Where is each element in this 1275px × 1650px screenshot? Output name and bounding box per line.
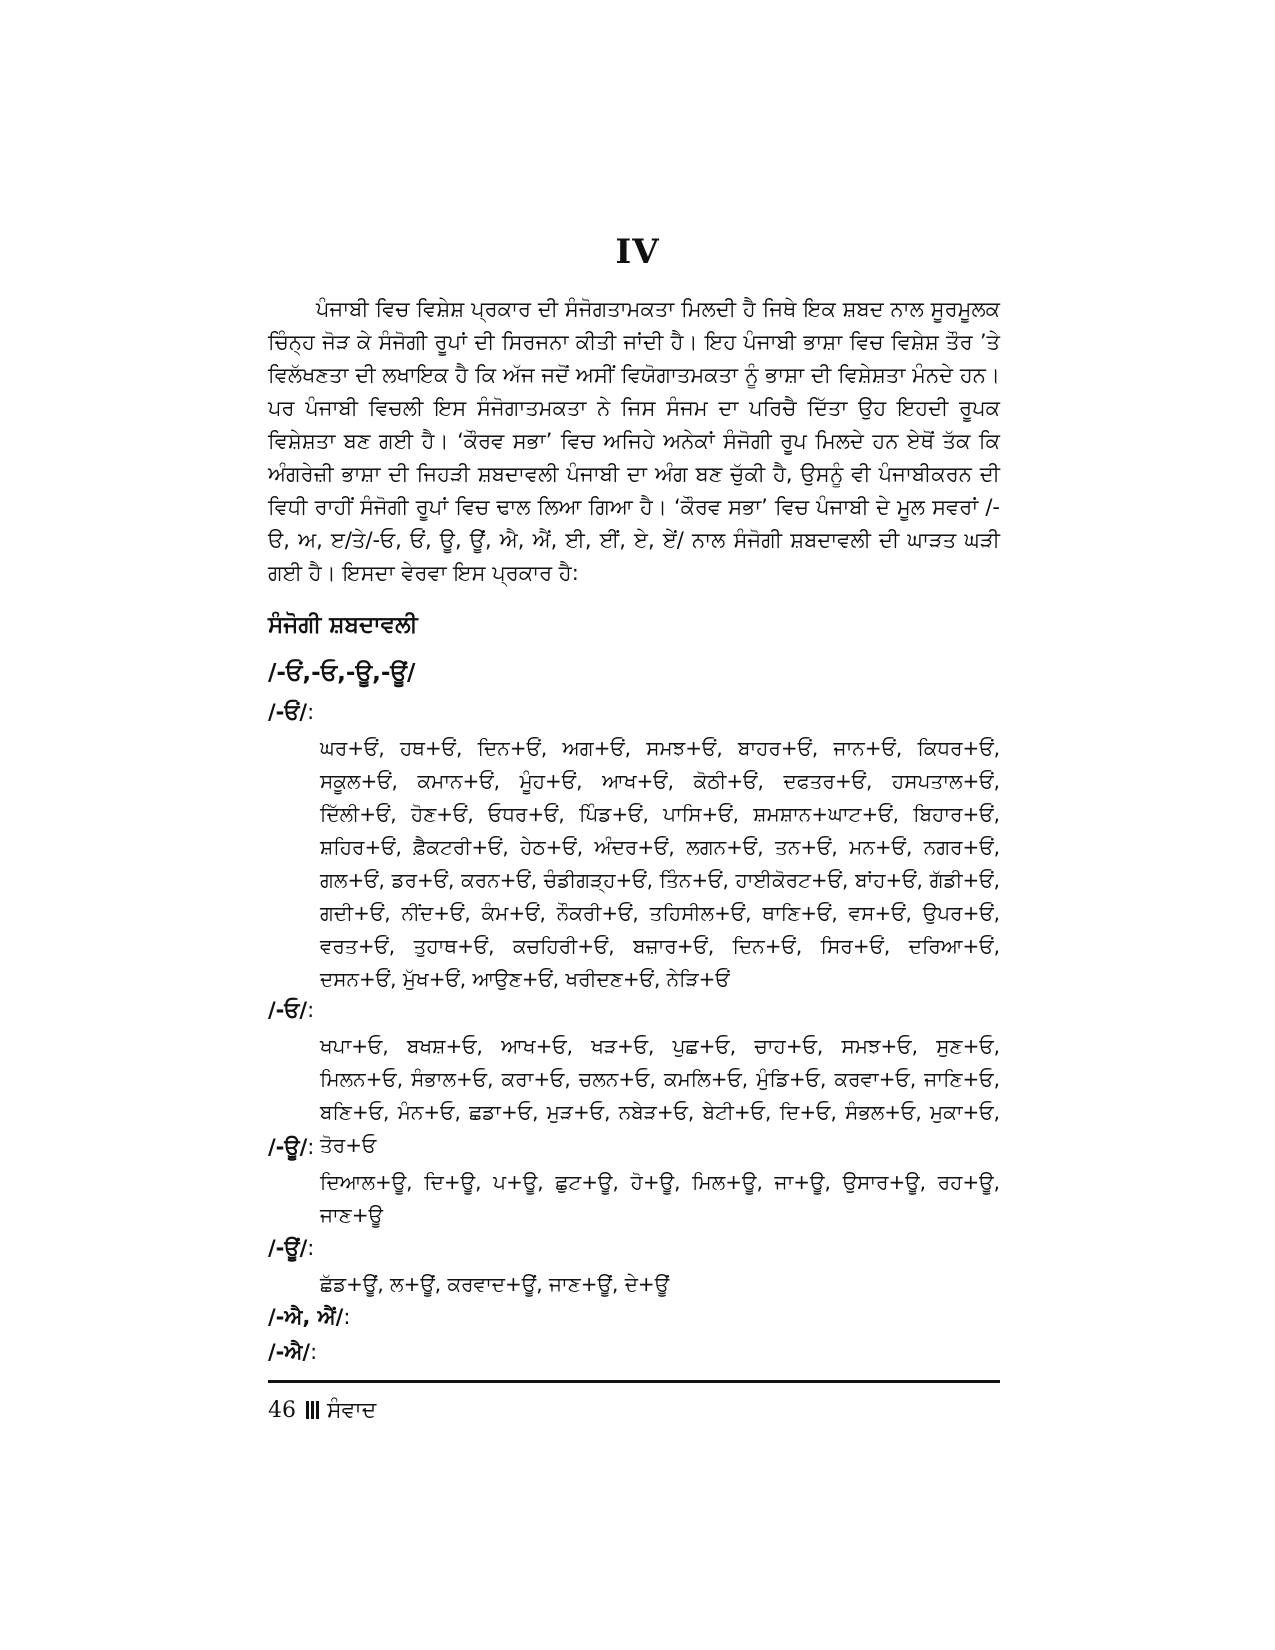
- subgroup-label-text: /-ਊਂ/: [268, 1236, 308, 1260]
- subgroup-label-on: [268, 700, 314, 725]
- triple-bar-ornament-icon: [306, 1400, 321, 1425]
- subgroup-label-text: /-ਊ/: [268, 1135, 308, 1159]
- page-number: 46: [268, 1398, 296, 1423]
- subgroup-label-text: /-ਐ, ਐਂ/: [268, 1305, 344, 1329]
- subgroup-colon: :: [307, 1135, 315, 1159]
- subgroup-label-text: /-ਓ/: [268, 998, 308, 1022]
- word-list-un: ਛੱਡ+ਊਂ, ਲ+ਊਂ, ਕਰਵਾਦ+ਊਂ, ਜਾਣ+ਊਂ, ਦੇ+ਊਂ: [320, 1272, 670, 1296]
- word-list-on: ਘਰ+ਓਂ, ਹਥ+ਓਂ, ਦਿਨ+ਓਂ, ਅਗ+ਓਂ, ਸਮਝ+ਓਂ, ਬਾਹਰ+ਓਂ, ਜਾਨ+ਓਂ, ਕਿਧਰ+ਓਂ, ਸਕੂਲ+ਓਂ, ਕਮਾਨ+ਓਂ, ਮੂੰਹ+ਓਂ, ਆਖ+ਓਂ, ਕੋਠੀ+ਓਂ, ਦਫਤਰ+ਓਂ, ਹਸਪਤਾਲ+ਓਂ, ਦਿੱਲੀ+ਓਂ, ਹੋਣ+ਓਂ, ਓਧਰ+ਓਂ, ਪਿੰਡ+ਓਂ, ਪਾਸਿ+ਓਂ, ਸ਼ਮਸ਼ਾਨ+ਘਾਟ+ਓਂ, ਬਿਹਾਰ+ਓਂ, ਸ਼ਹਿਰ+ਓਂ, ਫ਼ੈਕਟਰੀ+ਓਂ, ਹੇਠ+ਓਂ, ਅੰਦਰ+ਓਂ, ਲਗਨ+ਓਂ, ਤਨ+ਓਂ, ਮਨ+ਓਂ, ਨਗਰ+ਓਂ, ਗਲ+ਓਂ, ਡਰ+ਓਂ, ਕਰਨ+ਓਂ, ਚੰਡੀਗੜ੍ਹ+ਓਂ, ਤਿੰਨ+ਓਂ, ਹਾਈਕੋਰਟ+ਓਂ, ਬਾਂਹ+ਓਂ, ਗੱਡੀ+ਓਂ, ਗਦੀ+ਓਂ, ਨੀਂਦ+ਓਂ, ਕੰਮ+ਓਂ, ਨੌਕਰੀ+ਓਂ, ਤਹਿਸੀਲ+ਓਂ, ਥਾਣਿ+ਓਂ, ਵਸ+ਓਂ, ਉਪਰ+ਓਂ, ਵਰਤ+ਓਂ, ਤੁਹਾਥ+ਓਂ, ਕਚਹਿਰੀ+ਓਂ, ਬਜ਼ਾਰ+ਓਂ, ਦਿਨ+ਓਂ, ਸਿਰ+ਓਂ, ਦਰਿਆ+ਓਂ, ਦਸਨ+ਓਂ, ਮੁੱਖ+ਓਂ, ਆਉਣ+ਓਂ, ਖਰੀਦਣ+ਓਂ, ਨੇੜਿ+ਓਂ: [320, 736, 1000, 991]
- section-heading: ਸੰਜੋਗੀ ਸ਼ਬਦਾਵਲੀ: [268, 612, 418, 638]
- subgroup-colon: :: [307, 998, 315, 1022]
- subgroup-label-ai: [268, 1340, 317, 1365]
- word-list-o: ਖਪਾ+ਓ, ਬਖਸ਼+ਓ, ਆਖ+ਓ, ਖੜ+ਓ, ਪੁਛ+ਓ, ਚਾਹ+ਓ, ਸਮਝ+ਓ, ਸੁਣ+ਓ, ਮਿਲਨ+ਓ, ਸੰਭਾਲ+ਓ, ਕਰਾ+ਓ, ਚਲਨ+ਓ, ਕਮਲਿ+ਓ, ਮੁੰਡਿ+ਓ, ਕਰਵਾ+ਓ, ਜਾਣਿ+ਓ, ਬਣਿ+ਓ, ਮੰਨ+ਓ, ਛਡਾ+ਓ, ਮੁੜ+ਓ, ਨਬੇੜ+ਓ, ਬੇਟੀ+ਓ, ਦਿ+ਓ, ਸੰਭਲ+ਓ, ਮੁਕਾ+ਓ, ਤੋਰ+ਓ: [320, 1034, 1000, 1157]
- subgroup-label-un: [268, 1236, 314, 1261]
- subgroup-label-o: [268, 998, 314, 1023]
- subgroup-colon: :: [310, 1340, 318, 1364]
- footer-rule: [268, 1380, 1000, 1383]
- word-list-u: ਦਿਆਲ+ਊ, ਦਿ+ਊ, ਪ+ਊ, ਛੁਟ+ਊ, ਹੋ+ਊ, ਮਿਲ+ਊ, ਜਾ+ਊ, ਉਸਾਰ+ਊ, ਰਹ+ਊ, ਜਾਣ+ਊ: [320, 1170, 1000, 1227]
- subgroup-label-ai-ain: [268, 1305, 350, 1330]
- subgroup-label-u: [268, 1135, 314, 1160]
- chapter-numeral: IV: [615, 232, 660, 272]
- subgroup-label-text: /-ਐ/: [268, 1340, 311, 1364]
- journal-name: ਸੰਵਾਦ: [327, 1398, 377, 1423]
- subgroup-colon: :: [307, 700, 315, 724]
- intro-paragraph: ਪੰਜਾਬੀ ਵਿਚ ਵਿਸ਼ੇਸ਼ ਪ੍ਰਕਾਰ ਦੀ ਸੰਜੋਗਤਾਮਕਤਾ ਮਿਲਦੀ ਹੈ ਜਿਥੇ ਇਕ ਸ਼ਬਦ ਨਾਲ ਸੂਰਮੂਲਕ ਚਿੰਨ੍ਹ ਜੋੜ ਕੇ ਸੰਜੋਗੀ ਰੂਪਾਂ ਦੀ ਸਿਰਜਨਾ ਕੀਤੀ ਜਾਂਦੀ ਹੈ। ਇਹ ਪੰਜਾਬੀ ਭਾਸ਼ਾ ਵਿਚ ਵਿਸ਼ੇਸ਼ ਤੌਰ ’ਤੇ ਵਿਲੱਖਣਤਾ ਦੀ ਲਖਾਇਕ ਹੈ ਕਿ ਅੱਜ ਜਦੋਂ ਅਸੀਂ ਵਿਯੋਗਾਤਮਕਤਾ ਨੂੰ ਭਾਸ਼ਾ ਦੀ ਵਿਸ਼ੇਸ਼ਤਾ ਮੰਨਦੇ ਹਨ। ਪਰ ਪੰਜਾਬੀ ਵਿਚਲੀ ਇਸ ਸੰਜੋਗਾਤਮਕਤਾ ਨੇ ਜਿਸ ਸੰਜਮ ਦਾ ਪਰਿਚੈ ਦਿੱਤਾ ਉਹ ਇਹਦੀ ਰੂਪਕ ਵਿਸ਼ੇਸ਼ਤਾ ਬਣ ਗਈ ਹੈ। ‘ਕੌਰਵ ਸਭਾ’ ਵਿਚ ਅਜਿਹੇ ਅਨੇਕਾਂ ਸੰਜੋਗੀ ਰੂਪ ਮਿਲਦੇ ਹਨ ਏਥੋਂ ਤੱਕ ਕਿ ਅੰਗਰੇਜ਼ੀ ਭਾਸ਼ਾ ਦੀ ਜਿਹੜੀ ਸ਼ਬਦਾਵਲੀ ਪੰਜਾਬੀ ਦਾ ਅੰਗ ਬਣ ਚੁੱਕੀ ਹੈ, ਉਸਨੂੰ ਵੀ ਪੰਜਾਬੀਕਰਨ ਦੀ ਵਿਧੀ ਰਾਹੀਂ ਸੰਜੋਗੀ ਰੂਪਾਂ ਵਿਚ ਢਾਲ ਲਿਆ ਗਿਆ ਹੈ। ‘ਕੌਰਵ ਸਭਾ’ ਵਿਚ ਪੰਜਾਬੀ ਦੇ ਮੂਲ ਸਵਰਾਂ /-ੳ, ਅ, ੲ/ਤੇ/-ਓ, ਓਂ, ਊ, ਊਂ, ਐ, ਐਂ, ਈ, ਈਂ, ਏ, ਏਂ/ ਨਾਲ ਸੰਜੋਗੀ ਸ਼ਬਦਾਵਲੀ ਦੀ ਘਾੜਤ ਘੜੀ ਗਈ ਹੈ। ਇਸਦਾ ਵੇਰਵਾ ਇਸ ਪ੍ਰਕਾਰ ਹੈ:: [268, 297, 1000, 585]
- group-heading: /-ਓਂ,-ਓ,-ਊ,-ਊਂ/: [268, 660, 416, 686]
- subgroup-colon: :: [307, 1236, 315, 1260]
- subgroup-label-text: /-ਓਂ/: [268, 700, 308, 724]
- subgroup-colon: :: [343, 1305, 351, 1329]
- page-footer: [268, 1398, 376, 1425]
